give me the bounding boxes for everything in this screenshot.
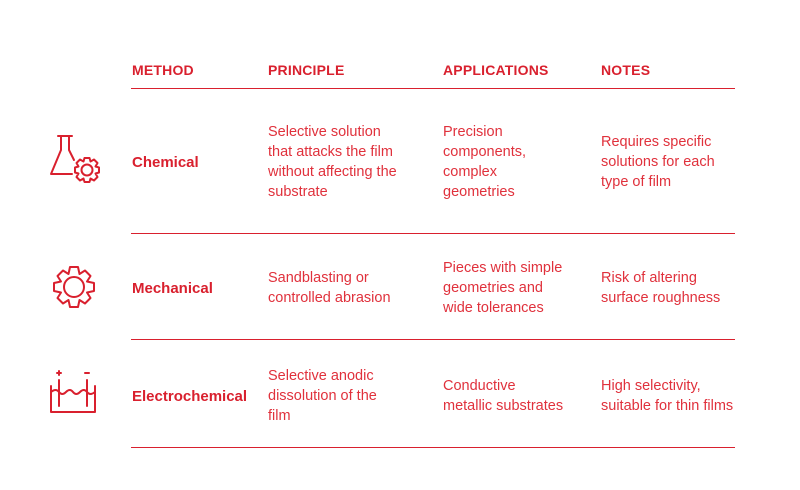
applications-electrochemical: Conductive metallic substrates bbox=[443, 378, 564, 414]
applications-mechanical: Pieces with simple geometries and wide tolerances bbox=[443, 260, 563, 316]
electrolytic-cell-icon bbox=[48, 368, 100, 416]
principle-electrochemical: Selective anodic dissolution of the film bbox=[268, 368, 377, 424]
method-mechanical: Mechanical bbox=[132, 280, 213, 297]
header-method: METHOD bbox=[132, 62, 194, 78]
row-divider bbox=[131, 339, 735, 340]
principle-chemical: Selective solution that attacks the film without affecting the substrate bbox=[268, 124, 397, 200]
method-electrochemical: Electrochemical bbox=[132, 388, 248, 405]
gear-icon bbox=[48, 261, 100, 313]
header-divider bbox=[131, 88, 735, 89]
header-principle: PRINCIPLE bbox=[268, 62, 345, 78]
notes-mechanical: Risk of altering surface roughness bbox=[601, 270, 721, 306]
notes-chemical: Requires specific solutions for each type of film bbox=[601, 134, 715, 190]
header-notes: NOTES bbox=[601, 62, 651, 78]
applications-chemical: Precision components, complex geometries bbox=[443, 124, 527, 200]
bottom-rule bbox=[131, 447, 735, 448]
header-applications: APPLICATIONS bbox=[443, 62, 549, 78]
row-divider bbox=[131, 233, 735, 234]
flask-gear-icon bbox=[48, 134, 104, 188]
principle-mechanical: Sandblasting or controlled abrasion bbox=[268, 270, 391, 306]
method-chemical: Chemical bbox=[132, 154, 199, 171]
notes-electrochemical: High selectivity, suitable for thin films bbox=[601, 378, 734, 414]
